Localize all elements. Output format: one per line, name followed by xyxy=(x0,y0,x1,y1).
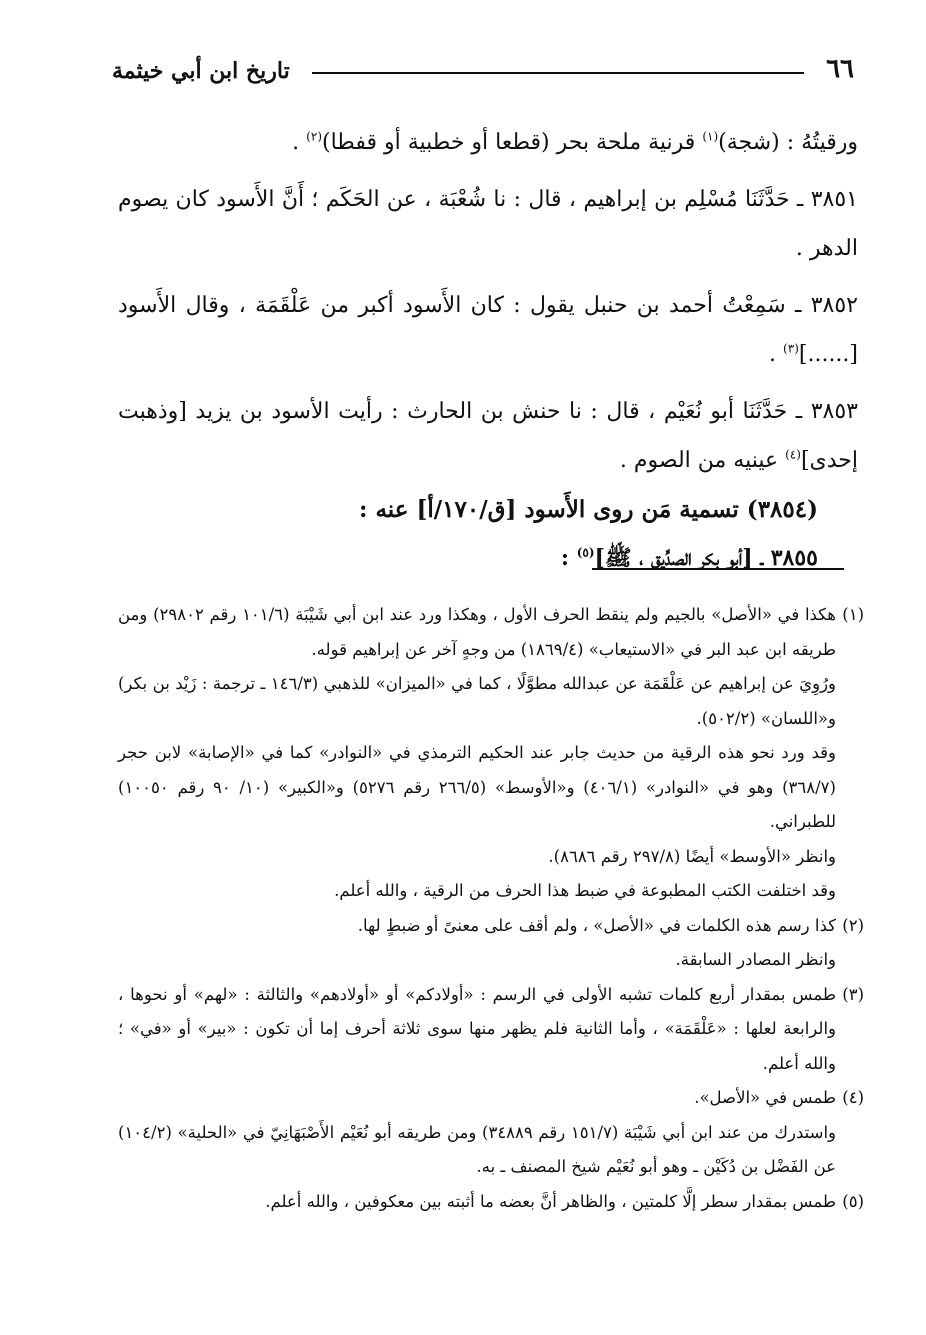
footnote-ref: (١) xyxy=(702,129,719,144)
book-title: تاريخ ابن أبي خيثمة xyxy=(112,58,290,84)
footnote-1-cont: وقد اختلفت الكتب المطبوعة في ضبط هذا الحرف من الرقية ، والله أعلم. xyxy=(334,881,836,900)
page-number: ٦٦ xyxy=(826,54,854,84)
footnote-ref: (٢) xyxy=(306,129,322,144)
footnote-4: (٤)طمس في «الأصل». xyxy=(694,1088,864,1107)
footnote-ref: (٣) xyxy=(783,341,799,356)
footnote-2: (٢)كذا رسم هذه الكلمات في «الأصل» ، ولم أقف على معنىً أو ضبطٍ لها. xyxy=(357,915,864,935)
main-text xyxy=(118,118,858,583)
page-header xyxy=(112,44,854,84)
hadith-3852: ٣٨٥٢ ـ سَمِعْتُ أحمد بن حنبل يقول : كان الأَسود أكبر من عَلْقَمَة ، وقال الأَسود [......]$^{(٣)}$ . xyxy=(118,293,858,367)
footnote-3: (٣)طمس بمقدار أربع كلمات تشبه الأولى في الرسم : «أولادكم» أو «أولادهم» والثالثة : «لهم» أو نحوها ، والرابعة لعلها : «عَلْقَمَة» ، وأما الثانية فلم يظهر منها سوى ثلاثة أحرف إما أن تكون : «بير» أو «في» ؛ والله أعلم. xyxy=(118,984,864,1073)
footnote-1-cont: وقد ورد نحو هذه الرقية من حديث جابر عند الحكيم الترمذي في «النوادر» كما في «الإصابة» لابن حجر (٣٦٨/٧) وهو في «النوادر» (٤٠٦/١) و«الأوسط» (٢٦٦/٥ رقم ٥٢٧٦) و«الكبير» (١٠/ ٩٠ رقم ١٠٠٥٠) للطبراني. xyxy=(118,743,836,831)
footnote-5: (٥)طمس بمقدار سطر إلَّا كلمتين ، والظاهر أنَّ بعضه ما أثبته بين معكوفين ، والله أعلم. xyxy=(265,1191,864,1211)
hadith-3855: ٣٨٥٥ ـ [أبو بكر الصدِّيق ، ﷺ]$^{(٥)}$ : xyxy=(560,545,818,571)
footnote-1-cont: ورُوِيَ عن إبراهيم عن عَلْقَمَة عن عبدالله مطوَّلًا ، كما في «الميزان» للذهبي (١٤٦/٣ ـ ترجمة : زَيْد بن بكر) و«اللسان» (٥٠٢/٢). xyxy=(118,674,837,728)
section-heading-3854: (٣٨٥٤) تسمية مَن روى الأَسود [ق/١٧٠/أ] عنه : xyxy=(358,496,818,523)
footnote-1: (١)هكذا في «الأصل» بالجيم ولم ينقط الحرف الأول ، وهكذا ورد عند ابن أبي شَيْبَة (١٠١/٦ رقم ٢٩٨٠٢) ومن طريقه ابن عبد البر في «الاستيعاب» (١٨٦٩/٤) من وجهٍ آخر عن إبراهيم قوله. xyxy=(118,605,865,659)
header-rule xyxy=(312,72,804,74)
hadith-3851: ٣٨٥١ ـ حَدَّثَنَا مُسْلِم بن إبراهيم ، قال : نا شُعْبَة ، عن الحَكَم ؛ أَنَّ الأَسود كان يصوم الدهر . xyxy=(118,187,858,261)
main-line: ورقيتُهُ : (شجة)$^{(١)}$ قرنية ملحة بحر (قطعا أو خطبية أو قفطا)$^{(٢)}$ . xyxy=(292,129,858,155)
footnote-ref: (٥) xyxy=(576,545,595,560)
hadith-3853: ٣٨٥٣ ـ حَدَّثَنَا أبو نُعَيْم ، قال : نا حنش بن الحارث : رأيت الأسود بن يزيد [وذهبت إحدى]$^{(٤)}$ عينيه من الصوم . xyxy=(118,399,858,473)
footnote-4-cont: واستدرك من عند ابن أبي شَيْبَة (١٥١/٧ رقم ٣٤٨٨٩) ومن طريقه أبو نُعَيْم الأَصْبَهَانِيّ في «الحلية» (١٠٤/٢) عن الفَضْل بن دُكَيْن ـ وهو أبو نُعَيْم شيخ المصنف ـ به. xyxy=(118,1122,837,1176)
footnote-separator xyxy=(592,568,844,570)
footnotes xyxy=(118,598,864,1219)
footnote-2-cont: وانظر المصادر السابقة. xyxy=(675,950,836,969)
footnote-ref: (٤) xyxy=(785,447,801,462)
footnote-1-cont: وانظر «الأوسط» أيضًا (٢٩٧/٨ رقم ٨٦٨٦). xyxy=(548,846,836,866)
